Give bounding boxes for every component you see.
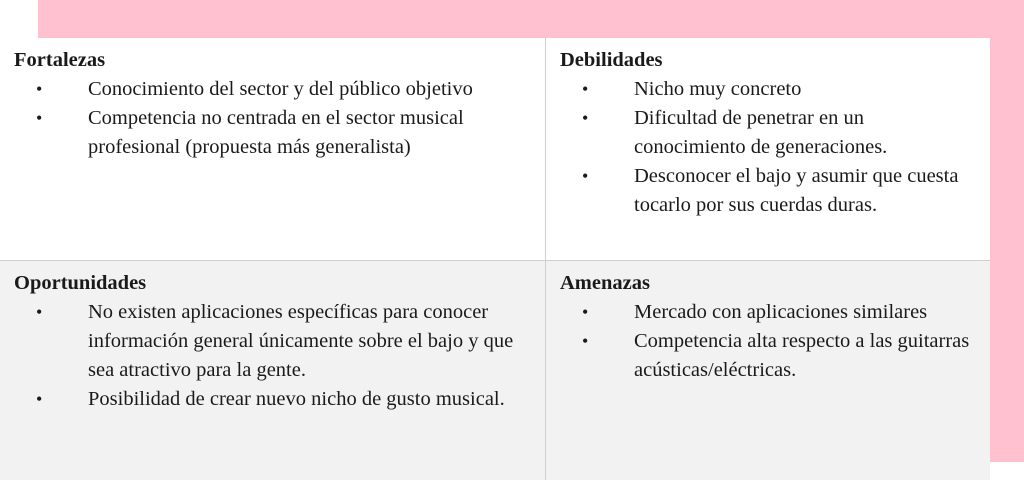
- list-item-text: Competencia alta respecto a las guitarras acústicas/eléctricas.: [634, 330, 970, 381]
- swot-table: [0, 38, 990, 480]
- strengths-cell: [0, 38, 546, 261]
- list-item: [14, 385, 531, 414]
- threats-list: [560, 298, 976, 385]
- list-item-text: Desconocer el bajo y asumir que cuesta tocarlo por sus cuerdas duras.: [634, 165, 959, 216]
- list-item: [560, 298, 976, 327]
- bullet-icon: •: [582, 79, 589, 99]
- opportunities-list: [14, 298, 531, 414]
- bullet-icon: •: [36, 79, 43, 99]
- bullet-icon: •: [36, 302, 43, 322]
- list-item: [560, 104, 976, 162]
- list-item-text: Posibilidad de crear nuevo nicho de gusto musical.: [88, 388, 505, 410]
- list-item: [14, 298, 531, 385]
- list-item-text: Conocimiento del sector y del público objetivo: [88, 78, 473, 100]
- threats-cell: [546, 261, 991, 480]
- pink-background-side: [990, 0, 1024, 462]
- list-item-text: Mercado con aplicaciones similares: [634, 301, 928, 323]
- swot-row-top: [0, 38, 990, 261]
- bullet-icon: •: [582, 166, 589, 186]
- list-item-text: No existen aplicaciones específicas para conocer información general únicamente sobre el bajo y que sea atractivo para la gente.: [88, 301, 514, 381]
- threats-title: Amenazas: [560, 272, 650, 294]
- list-item: [560, 162, 976, 220]
- bullet-icon: •: [582, 108, 589, 128]
- strengths-title: Fortalezas: [14, 49, 106, 71]
- weaknesses-cell: [546, 38, 991, 261]
- list-item: [560, 75, 976, 104]
- list-item: [560, 327, 976, 385]
- bullet-icon: •: [582, 331, 589, 351]
- list-item: [14, 104, 531, 162]
- bullet-icon: •: [582, 302, 589, 322]
- weaknesses-title: Debilidades: [560, 49, 663, 71]
- bullet-icon: •: [36, 108, 43, 128]
- list-item-text: Competencia no centrada en el sector musical profesional (propuesta más generalista): [88, 107, 464, 158]
- list-item: [14, 75, 531, 104]
- pink-background-band: [38, 0, 1024, 38]
- weaknesses-list: [560, 75, 976, 220]
- list-item-text: Dificultad de penetrar en un conocimiento de generaciones.: [634, 107, 888, 158]
- list-item-text: Nicho muy concreto: [634, 78, 802, 100]
- opportunities-title: Oportunidades: [14, 272, 147, 294]
- strengths-list: [14, 75, 531, 162]
- bullet-icon: •: [36, 389, 43, 409]
- swot-row-bottom: [0, 261, 990, 480]
- opportunities-cell: [0, 261, 546, 480]
